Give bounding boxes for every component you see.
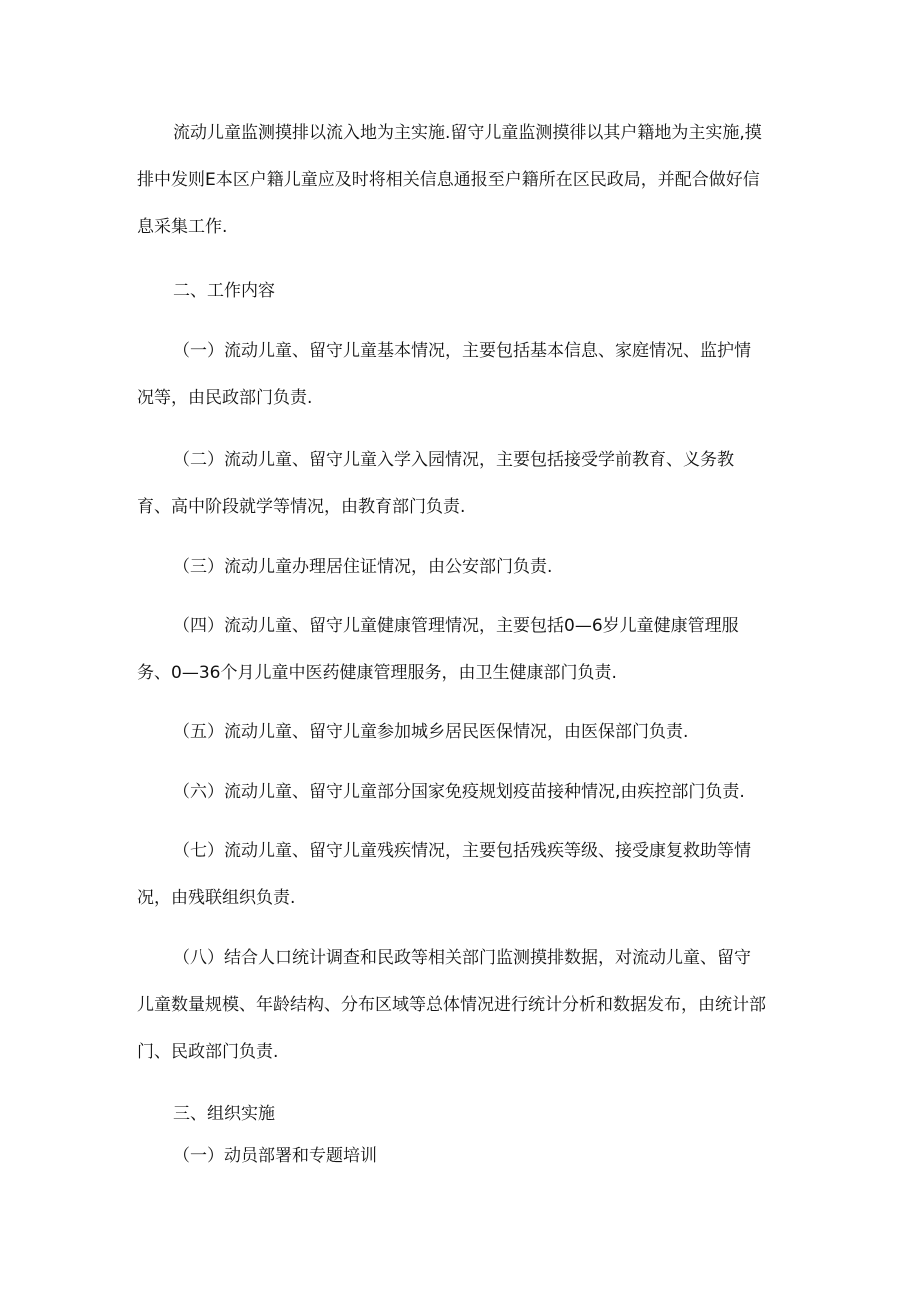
paragraph-intro [137, 120, 769, 241]
paragraph-sub-1 [137, 1143, 769, 1170]
text-line: 育、高中阶段就学等情况，由教育部门负责. [137, 497, 466, 517]
paragraph-item-4 [137, 613, 769, 687]
paragraph-item-6 [137, 779, 769, 806]
paragraph-item-2 [137, 447, 769, 521]
paragraph-item-8 [137, 945, 769, 1066]
text-line: （一）流动儿童、留守儿童基本情况，主要包括基本信息、家庭情况、监护情 [173, 341, 751, 361]
text-line: （三）流动儿童办理居住证情况，由公安部门负责. [173, 557, 553, 577]
text-line: （八）结合人口统计调查和民政等相关部门监测摸排数据，对流动儿童、留守 [173, 948, 751, 968]
heading-text: 三、组织实施 [173, 1104, 275, 1124]
text-line: 况，由残联组织负责. [137, 888, 296, 908]
text-line: （五）流动儿童、留守儿童参加城乡居民医保情况，由医保部门负责. [173, 722, 689, 742]
text-line: 况等，由民政部门负责. [137, 388, 313, 408]
section-heading-organization [137, 1101, 769, 1128]
text-line: （四）流动儿童、留守儿童健康管理情况，主要包括0—6岁儿童健康管理服 [173, 616, 739, 636]
text-line: 儿童数量规模、年龄结构、分布区域等总体情况进行统计分析和数据发布，由统计部 [137, 995, 766, 1015]
text-line: 务、0—36个月儿童中医药健康管理服务，由卫生健康部门负责. [137, 663, 617, 683]
text-line: 排中发则E本区户籍儿童应及时将相关信息通报至户籍所在区民政局，并配合做好信 [137, 170, 760, 190]
text-line: 流动儿童监测摸排以流入地为主实施.留守儿童监测摸徘以其户籍地为主实施,摸 [173, 123, 762, 143]
text-line: （一）动员部署和专题培训 [173, 1146, 377, 1166]
text-line: （六）流动儿童、留守儿童部分国家免疫规划疫苗接种情况,由疾控部门负责. [173, 782, 745, 802]
paragraph-item-7 [137, 838, 769, 912]
paragraph-item-1 [137, 338, 769, 412]
paragraph-item-3 [137, 554, 769, 581]
heading-text: 二、工作内容 [173, 281, 275, 301]
text-line: 息采集工作. [137, 217, 228, 237]
paragraph-item-5 [137, 719, 769, 746]
text-line: （二）流动儿童、留守儿童入学入园情况，主要包括接受学前教育、义务教 [173, 450, 734, 470]
text-line: （七）流动儿童、留守儿童残疾情况，主要包括残疾等级、接受康复救助等情 [173, 841, 751, 861]
section-heading-work-content [137, 278, 769, 305]
text-line: 门、民政部门负责. [137, 1042, 279, 1062]
